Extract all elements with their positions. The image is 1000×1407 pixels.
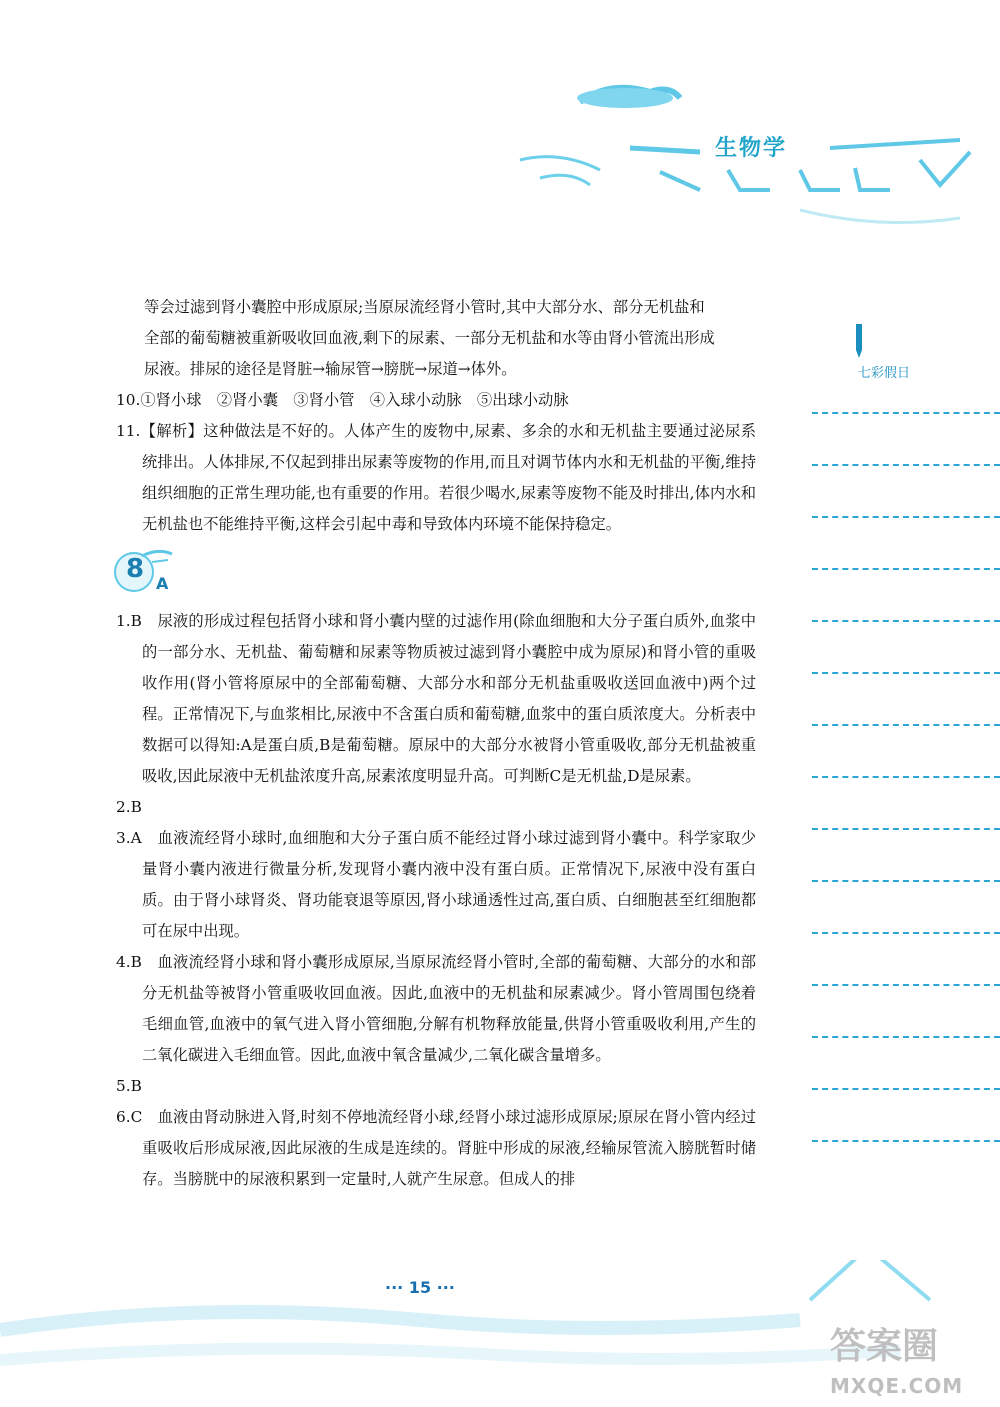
section-letter: A [156,574,169,593]
note-line [812,984,1000,986]
note-line [812,516,1000,518]
text-line: 等会过滤到肾小囊腔中形成原尿;当原尿流经肾小管时,其中大部分水、部分无机盐和 [144,298,705,316]
watermark-logo: 答案圈 [830,1326,939,1367]
note-line [812,828,1000,830]
answer-5: 5.B [116,1077,142,1095]
text-line: 尿液。排尿的途径是肾脏→输尿管→膀胱→尿道→体外。 [144,360,517,378]
answer-10: 10.①肾小球 ②肾小囊 ③肾小管 ④入球小动脉 ⑤出球小动脉 [116,391,569,409]
note-line [812,464,1000,466]
answer-11: 11.【解析】这种做法是不好的。人体产生的废物中,尿素、多余的水和无机盐主要通过泌尿系统排出。人体排尿,不仅起到排出尿素等废物的作用,而且对调节体内水和无机盐的平衡,维持组织细胞的正常生理功能,也有重要的作用。若很少喝水,尿素等废物不能及时排出,体内水和无机盐也不能维持平衡,这样会引起中毒和导致体内环境不能保持稳定。 [116,422,756,533]
note-line [812,724,1000,726]
note-line [812,1088,1000,1090]
note-line [812,776,1000,778]
answer-3: 3.A 血液流经肾小球时,血细胞和大分子蛋白质不能经过肾小球过滤到肾小囊中。科学家取少量肾小囊内液进行微量分析,发现肾小囊内液中没有蛋白质。正常情况下,尿液中没有蛋白质。由于肾小球肾炎、肾功能衰退等原因,肾小球通透性过高,蛋白质、白细胞甚至红细胞都可在尿中出现。 [116,829,756,940]
note-line [812,620,1000,622]
answer-1: 1.B 尿液的形成过程包括肾小球和肾小囊内壁的过滤作用(除血细胞和大分子蛋白质外,血浆中的一部分水、无机盐、葡萄糖和尿素等物质被过滤到肾小囊腔中成为原尿)和肾小管的重吸收作用(肾小管将原尿中的全部葡萄糖、大部分水和部分无机盐重吸收送回血液中)两个过程。正常情况下,与血浆相比,尿液中不含蛋白质和葡萄糖,血浆中的蛋白质浓度大。分析表中数据可以得知:A是蛋白质,B是葡萄糖。原尿中的大部分水被肾小管重吸收,部分无机盐被重吸收,因此尿液中无机盐浓度升高,尿素浓度明显升高。可判断C是无机盐,D是尿素。 [116,612,756,785]
text-line: 全部的葡萄糖被重新吸收回血液,剩下的尿素、一部分无机盐和水等由肾小管流出形成 [144,329,715,347]
answer-6: 6.C 血液由肾动脉进入肾,时刻不停地流经肾小球,经肾小球过滤形成原尿;原尿在肾小管内经过重吸收后形成尿液,因此尿液的生成是连续的。肾脏中形成的尿液,经输尿管流入膀胱暂时储存。当膀胱中的尿液积累到一定量时,人就产生尿意。但成人的排 [116,1108,756,1188]
note-line [812,1140,1000,1142]
section-badge-icon [112,548,182,596]
answer-2: 2.B [116,798,142,816]
sidebar-label: 七彩假日 [858,366,911,381]
answer-content [116,292,756,1195]
subject-title: 生物学 [715,136,788,161]
note-line [812,672,1000,674]
note-line [812,412,1000,414]
section-number: 8 [126,554,145,584]
note-line [812,568,1000,570]
pencil-icon [850,322,870,362]
watermark-url: MXQE.COM [830,1374,964,1398]
note-line [812,880,1000,882]
section-badge [116,548,756,598]
note-line [812,1036,1000,1038]
page-number: ··· 15 ··· [385,1278,455,1297]
answer-4: 4.B 血液流经肾小球和肾小囊形成原尿,当原尿流经肾小管时,全部的葡萄糖、大部分的水和部分无机盐等被肾小管重吸收回血液。因此,血液中的无机盐和尿素减少。肾小管周围包绕着毛细血管,血液中的氧气进入肾小管细胞,分解有机物释放能量,供肾小管重吸收利用,产生的二氧化碳进入毛细血管。因此,血液中氧含量减少,二氧化碳含量增多。 [116,953,756,1064]
note-line [812,932,1000,934]
intro-paragraph [116,292,756,385]
